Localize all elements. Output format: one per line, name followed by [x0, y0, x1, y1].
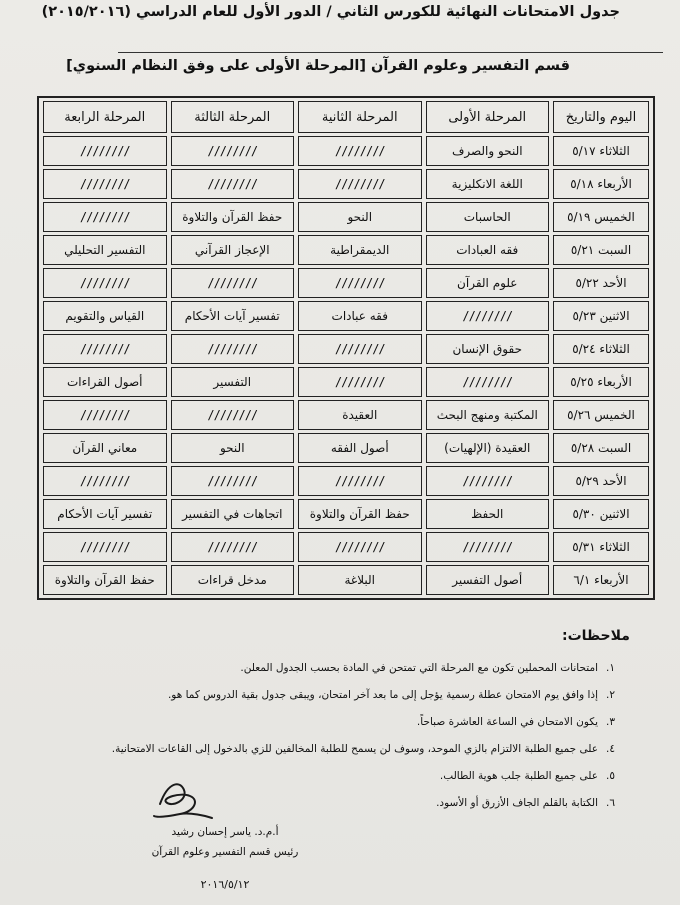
subject-cell: الديمقراطية — [298, 235, 422, 265]
note-number: ٥. — [606, 770, 615, 782]
subject-cell: حقوق الإنسان — [426, 334, 550, 364]
subject-cell: مدخل قراءات — [171, 565, 295, 595]
table-row — [43, 202, 649, 232]
note-item — [180, 790, 630, 817]
note-item — [180, 655, 630, 682]
subject-cell: //////// — [43, 136, 167, 166]
table-row — [43, 466, 649, 496]
subject-cell: العقيدة (الإلهيات) — [426, 433, 550, 463]
subject-cell: التفسير — [171, 367, 295, 397]
subject-cell: //////// — [43, 532, 167, 562]
subject-cell: //////// — [426, 301, 550, 331]
day-date-cell: السبت ٥/٢٨ — [553, 433, 649, 463]
subject-cell: النحو — [298, 202, 422, 232]
note-number: ٣. — [606, 716, 615, 728]
day-date-cell: الخميس ٥/١٩ — [553, 202, 649, 232]
subject-cell: حفظ القرآن والتلاوة — [43, 565, 167, 595]
subject-cell: تفسير آيات الأحكام — [171, 301, 295, 331]
column-header: المرحلة الثالثة — [171, 101, 295, 133]
subject-cell: //////// — [171, 400, 295, 430]
subject-cell: //////// — [43, 400, 167, 430]
subject-cell: النحو — [171, 433, 295, 463]
table-row — [43, 499, 649, 529]
day-date-cell: الثلاثاء ٥/٢٤ — [553, 334, 649, 364]
signatory-role: رئيس قسم التفسير وعلوم القرآن — [151, 846, 299, 858]
note-number: ٦. — [606, 797, 615, 809]
table-row — [43, 235, 649, 265]
note-item — [111, 736, 630, 763]
subject-cell: الحفظ — [426, 499, 550, 529]
subject-cell: الحاسبات — [426, 202, 550, 232]
day-date-cell: الأحد ٥/٢٢ — [553, 268, 649, 298]
day-date-cell: الاثنين ٥/٢٣ — [553, 301, 649, 331]
subject-cell: علوم القرآن — [426, 268, 550, 298]
column-header: المرحلة الثانية — [298, 101, 422, 133]
subject-cell: فقه عبادات — [298, 301, 422, 331]
note-text: يكون الامتحان في الساعة العاشرة صباحاً. — [416, 716, 598, 728]
note-text: الكتابة بالقلم الجاف الأزرق أو الأسود. — [436, 797, 598, 809]
subject-cell: //////// — [171, 334, 295, 364]
table-row — [43, 334, 649, 364]
note-number: ٢. — [606, 689, 615, 701]
subject-cell: أصول القراءات — [43, 367, 167, 397]
table-row — [43, 268, 649, 298]
subject-cell: //////// — [43, 466, 167, 496]
day-date-cell: الأربعاء ٥/١٨ — [553, 169, 649, 199]
table-row — [43, 433, 649, 463]
subject-cell: النحو والصرف — [426, 136, 550, 166]
subject-cell: //////// — [171, 169, 295, 199]
subject-cell: //////// — [426, 532, 550, 562]
subject-cell: //////// — [298, 268, 422, 298]
subject-cell: //////// — [171, 466, 295, 496]
subject-cell: //////// — [426, 367, 550, 397]
day-date-cell: السبت ٥/٢١ — [553, 235, 649, 265]
subject-cell: //////// — [43, 334, 167, 364]
subject-cell: تفسير آيات الأحكام — [43, 499, 167, 529]
subject-cell: الإعجاز القرآني — [171, 235, 295, 265]
subject-cell: اتجاهات في التفسير — [171, 499, 295, 529]
note-text: على جميع الطلبة جلب هوية الطالب. — [439, 770, 598, 782]
subject-cell: البلاغة — [298, 565, 422, 595]
day-date-cell: الاثنين ٥/٣٠ — [553, 499, 649, 529]
table-row — [43, 400, 649, 430]
note-text: إذا وافق يوم الامتحان عطلة رسمية يؤجل إلى ما بعد آخر امتحان، ويبقى جدول بقية الدروس كما هو. — [167, 689, 598, 701]
column-header: المرحلة الرابعة — [43, 101, 167, 133]
subject-cell: التفسير التحليلي — [43, 235, 167, 265]
subject-cell: اللغة الانكليزية — [426, 169, 550, 199]
table-row — [43, 169, 649, 199]
day-date-cell: الثلاثاء ٥/٣١ — [553, 532, 649, 562]
title-underline — [118, 52, 663, 53]
subject-cell: //////// — [43, 202, 167, 232]
day-date-cell: الأحد ٥/٢٩ — [553, 466, 649, 496]
day-date-cell: الخميس ٥/٢٦ — [553, 400, 649, 430]
subject-cell: //////// — [298, 532, 422, 562]
table-row — [43, 565, 649, 595]
subject-cell: حفظ القرآن والتلاوة — [171, 202, 295, 232]
subject-cell: //////// — [298, 466, 422, 496]
signature-mark — [150, 772, 220, 822]
subject-cell: //////// — [298, 367, 422, 397]
note-item — [180, 709, 630, 736]
subject-cell: //////// — [43, 169, 167, 199]
table-row — [43, 136, 649, 166]
note-text: امتحانات المحملين تكون مع المرحلة التي تمتحن في المادة بحسب الجدول المعلن. — [240, 662, 598, 674]
notes-title: ملاحظات: — [562, 628, 630, 644]
column-header: اليوم والتاريخ — [553, 101, 649, 133]
subject-cell: //////// — [171, 136, 295, 166]
note-item — [167, 682, 630, 709]
signatory-name: أ.م.د. ياسر إحسان رشيد — [171, 826, 279, 838]
note-number: ١. — [606, 662, 615, 674]
subject-cell: //////// — [426, 466, 550, 496]
subject-cell: //////// — [43, 268, 167, 298]
day-date-cell: الثلاثاء ٥/١٧ — [553, 136, 649, 166]
subject-cell: //////// — [298, 169, 422, 199]
signature-date: ٢٠١٦/٥/١٢ — [200, 878, 250, 891]
column-header: المرحلة الأولى — [426, 101, 550, 133]
table-body — [43, 136, 649, 595]
note-number: ٤. — [606, 743, 615, 755]
subject-cell: أصول التفسير — [426, 565, 550, 595]
subject-cell: معاني القرآن — [43, 433, 167, 463]
notes-list — [111, 655, 630, 817]
subject-cell: العقيدة — [298, 400, 422, 430]
day-date-cell: الأربعاء ٦/١ — [553, 565, 649, 595]
table-row — [43, 301, 649, 331]
subject-cell: //////// — [298, 136, 422, 166]
note-text: على جميع الطلبة الالتزام بالزي الموحد، وسوف لن يسمح للطلبة المخالفين للزي بالدخول إلى القاعات الامتحانية. — [111, 743, 598, 755]
exam-schedule-table — [37, 96, 655, 600]
document-title: جدول الامتحانات النهائية للكورس الثاني / الدور الأول للعام الدراسي (٢٠١٥/٢٠١٦) — [41, 4, 620, 20]
day-date-cell: الأربعاء ٥/٢٥ — [553, 367, 649, 397]
subject-cell: المكتبة ومنهج البحث — [426, 400, 550, 430]
table-row — [43, 532, 649, 562]
subject-cell: //////// — [171, 532, 295, 562]
subject-cell: //////// — [298, 334, 422, 364]
subject-cell: القياس والتقويم — [43, 301, 167, 331]
table-row — [43, 367, 649, 397]
document-subtitle: قسم التفسير وعلوم القرآن [المرحلة الأولى على وفق النظام السنوي] — [66, 58, 570, 74]
table-header-row — [43, 101, 649, 133]
subject-cell: //////// — [171, 268, 295, 298]
note-item — [180, 763, 630, 790]
subject-cell: فقه العبادات — [426, 235, 550, 265]
subject-cell: أصول الفقه — [298, 433, 422, 463]
subject-cell: حفظ القرآن والتلاوة — [298, 499, 422, 529]
